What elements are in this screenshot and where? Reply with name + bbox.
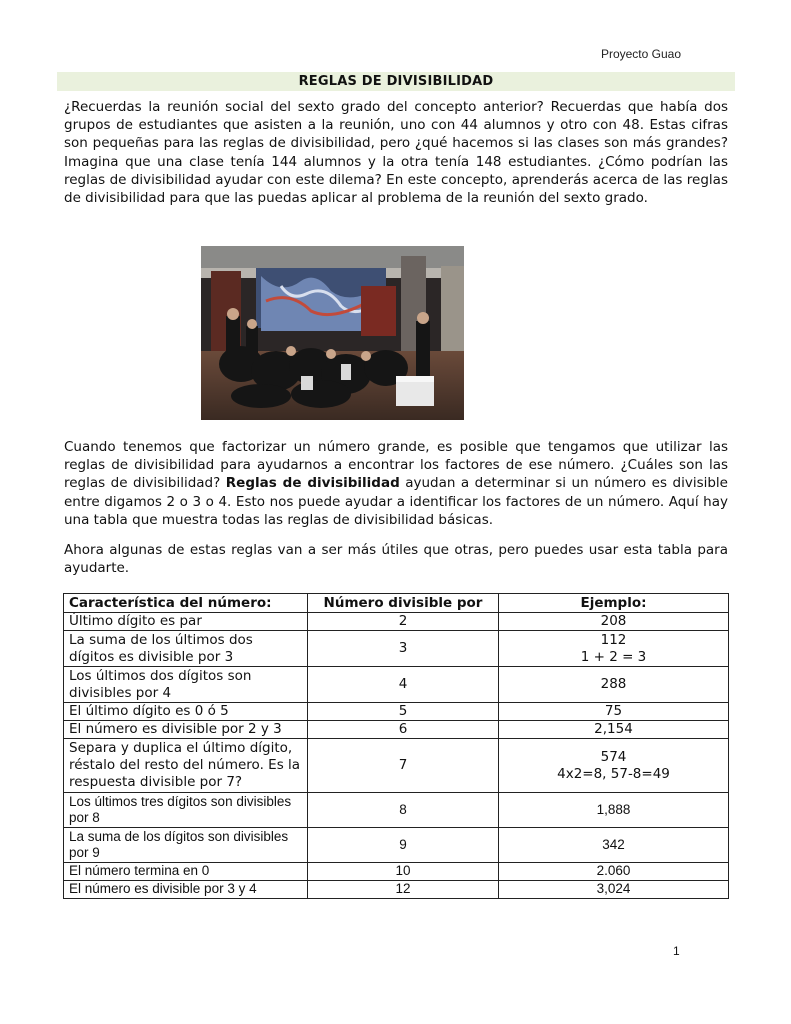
example-value: 574 xyxy=(600,748,627,765)
cell-caracteristica: La suma de los dígitos son divisibles por 9 xyxy=(64,828,308,863)
table-header-row xyxy=(64,594,729,613)
table-row xyxy=(64,828,729,863)
cell-divisor: 2 xyxy=(308,613,499,631)
cell-caracteristica: Último dígito es par xyxy=(64,613,308,631)
intro-paragraph: ¿Recuerdas la reunión social del sexto grado del concepto anterior? Recuerdas que había dos grupos de estudiantes que asisten a la reunión, uno con 44 alumnos y otro con 48. Estas cifras son pequeñas para las reglas de divisibilidad, pero ¿qué hacemos si las clases son más grandes? Imagina que una clase tenía 144 alumnos y la otra tenía 148 estudiantes. ¿Cómo podrían las reglas de divisibilidad ayudar con este dilema? En este concepto, aprenderás acerca de las reglas de divisibilidad para que las puedas aplicar al problema de la reunión del sexto grado. xyxy=(64,99,728,207)
cell-caracteristica: Los últimos tres dígitos son divisibles por 8 xyxy=(64,793,308,828)
header-divisor: Número divisible por xyxy=(308,594,499,613)
cell-ejemplo: 208 xyxy=(499,613,729,631)
cell-divisor: 6 xyxy=(308,721,499,739)
cell-ejemplo: 342 xyxy=(499,828,729,863)
table-row xyxy=(64,631,729,667)
table-row xyxy=(64,863,729,881)
cell-divisor: 10 xyxy=(308,863,499,881)
cell-caracteristica: El último dígito es 0 ó 5 xyxy=(64,703,308,721)
cell-ejemplo: 2.060 xyxy=(499,863,729,881)
cell-divisor: 12 xyxy=(308,881,499,899)
cell-ejemplo xyxy=(499,739,729,793)
page-header: Proyecto Guao xyxy=(600,47,681,61)
table-row xyxy=(64,881,729,899)
students-photo-illustration xyxy=(201,246,464,420)
cell-ejemplo: 75 xyxy=(499,703,729,721)
students-photo xyxy=(201,246,464,420)
table-row xyxy=(64,721,729,739)
cell-caracteristica: Los últimos dos dígitos son divisibles por 4 xyxy=(64,667,308,703)
cell-caracteristica: El número es divisible por 3 y 4 xyxy=(64,881,308,899)
table-row xyxy=(64,793,729,828)
example-value: 112 xyxy=(600,631,627,648)
paragraph-text: ayudan a determinar si un número es divisible entre digamos 2 o 3 o 4. Esto nos puede ayudar a identificar los factores de un número. Aquí hay una tabla que muestra todas las reglas de divisibilidad básicas. xyxy=(64,475,728,528)
cell-ejemplo xyxy=(499,631,729,667)
example-detail: 1 + 2 = 3 xyxy=(580,648,647,665)
cell-divisor: 5 xyxy=(308,703,499,721)
cell-caracteristica: El número es divisible por 2 y 3 xyxy=(64,721,308,739)
cell-ejemplo: 2,154 xyxy=(499,721,729,739)
header-ejemplo: Ejemplo: xyxy=(499,594,729,613)
cell-divisor: 7 xyxy=(308,739,499,793)
table-row xyxy=(64,739,729,793)
header-caracteristica: Característica del número: xyxy=(64,594,308,613)
example-detail: 4x2=8, 57-8=49 xyxy=(557,765,670,782)
page-title: REGLAS DE DIVISIBILIDAD xyxy=(57,72,735,91)
cell-divisor: 4 xyxy=(308,667,499,703)
cell-divisor: 8 xyxy=(308,793,499,828)
divisibility-rules-table xyxy=(63,593,729,899)
cell-divisor: 3 xyxy=(308,631,499,667)
rules-explanation-paragraph xyxy=(64,438,728,529)
table-row xyxy=(64,703,729,721)
cell-ejemplo: 3,024 xyxy=(499,881,729,899)
cell-caracteristica: El número termina en 0 xyxy=(64,863,308,881)
bold-term: Reglas de divisibilidad xyxy=(225,475,400,492)
cell-caracteristica: La suma de los últimos dos dígitos es divisible por 3 xyxy=(64,631,308,667)
paragraph-text: Cuando tenemos que factorizar un número grande, es posible que tengamos que utilizar las reglas de divisibilidad para ayudarnos a encontrar los factores de ese número. ¿Cuáles son las reglas de divisibilidad? xyxy=(64,439,728,492)
cell-ejemplo: 1,888 xyxy=(499,793,729,828)
table-intro-paragraph: Ahora algunas de estas reglas van a ser más útiles que otras, pero puedes usar esta tabla para ayudarte. xyxy=(64,542,728,577)
cell-divisor: 9 xyxy=(308,828,499,863)
page-number: 1 xyxy=(673,944,680,958)
table-row xyxy=(64,613,729,631)
cell-caracteristica: Separa y duplica el último dígito, réstalo del resto del número. Es la respuesta divisible por 7? xyxy=(64,739,308,793)
table-row xyxy=(64,667,729,703)
cell-ejemplo: 288 xyxy=(499,667,729,703)
